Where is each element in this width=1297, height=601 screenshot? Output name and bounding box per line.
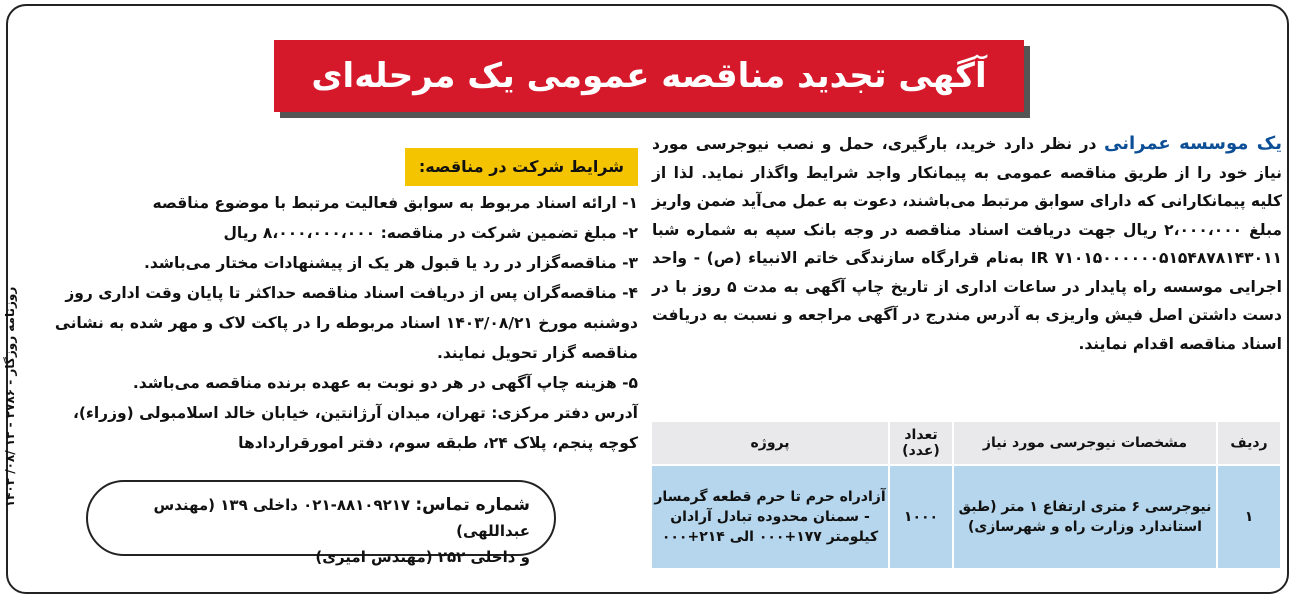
cell-row-number: ۱: [1217, 465, 1281, 569]
spec-table: [650, 420, 1282, 570]
contact-box: [86, 480, 556, 566]
cell-spec: نیوجرسی ۶ متری ارتفاع ۱ متر (طبق استاندارد وزارت راه و شهرسازی): [953, 465, 1217, 569]
address-label: آدرس دفتر مرکزی:: [491, 404, 638, 422]
table-header-row: [651, 421, 1281, 465]
condition-item: ۳- مناقصه‌گزار در رد یا قبول هر یک از پیشنهادات مختار می‌باشد.: [143, 254, 638, 272]
contact-label: شماره تماس:: [415, 495, 530, 515]
address-text: تهران، میدان آرژانتین، خیابان خالد اسلامبولی (وزراء)، کوچه پنجم، پلاک ۲۴، طبقه سوم، دفتر امورقراردادها: [72, 404, 638, 452]
newspaper-issue-info: روزنامه روزگار - ۲۷۸۶ - ۱۳ /۰۸/ ۱۴۰۳: [3, 286, 17, 508]
condition-item: ۲- مبلغ تضمین شرکت در مناقصه: ۸،۰۰۰،۰۰۰،۰۰۰ ریال: [223, 224, 638, 242]
intro-text: در نظر دارد خرید، بارگیری، حمل و نصب نیوجرسی مورد نیاز خود را از طریق مناقصه عمومی به پیمانکار واجد شرایط واگذار نماید. لذا از کلیه پیمانکارانی که دارای سوابق مرتبط می‌باشند، دعوت به عمل می‌آید ضمن واریز مبلغ ۲،۰۰۰،۰۰۰ ریال جهت دریافت اسناد مناقصه در وجه بانک سپه به شماره شبا IR ۷۱۰۱۵۰۰۰۰۰۰۵۱۵۴۸۷۸۱۴۳۰۱۱ به‌نام قرارگاه سازندگی خاتم الانبیاء (ص) - واحد اجرایی موسسه راه پایدار در ساعات اداری از تاریخ چاپ آگهی به مدت ۵ روز با در دست داشتن اصل فیش واریزی به آدرس مندرج در آگهی مراجعه و نسبت به دریافت اسناد مناقصه اقدام نمایند.: [652, 135, 1282, 353]
condition-item: ۵- هزینه چاپ آگهی در هر دو نوبت به عهده برنده مناقصه می‌باشد.: [132, 374, 638, 392]
title-banner: [274, 40, 1024, 112]
condition-item: ۴- مناقصه‌گران پس از دریافت اسناد مناقصه حداکثر تا پایان وقت اداری روز دوشنبه مورخ ۱۴۰۳/۰۸/۲۱ اسناد مربوطه را در پاکت لاک و مهر شده به نشانی مناقصه گزار تحویل نمایند.: [54, 284, 638, 362]
condition-item: ۱- ارائه اسناد مربوط به سوابق فعالیت مرتبط با موضوع مناقصه: [152, 194, 638, 212]
cell-project: آزادراه حرم تا حرم قطعه گرمسار - سمنان محدوده تبادل آرادان کیلومتر ۱۷۷+۰۰۰ الی ۲۱۴+۰۰۰: [651, 465, 889, 569]
table-row: [651, 465, 1281, 569]
conditions-list: [30, 188, 638, 398]
header-project: پروژه: [651, 421, 889, 465]
conditions-heading: شرایط شرکت در مناقصه:: [405, 148, 638, 186]
contact-line-2: و داخلی ۲۵۲ (مهندس امیری): [315, 548, 530, 566]
intro-paragraph: [652, 130, 1282, 358]
cell-quantity: ۱۰۰۰: [889, 465, 953, 569]
header-quantity: تعداد (عدد): [889, 421, 953, 465]
conditions-section: [30, 148, 638, 458]
organization-name: یک موسسه عمرانی: [1104, 133, 1282, 154]
header-spec: مشخصات نیوجرسی مورد نیاز: [953, 421, 1217, 465]
head-office-address: [30, 398, 638, 458]
contact-line-1: ۸۸۱۰۹۲۱۷-۰۲۱ داخلی ۱۳۹ (مهندس عبداللهی): [153, 496, 530, 540]
header-row-number: ردیف: [1217, 421, 1281, 465]
newspaper-side-strip: [0, 240, 22, 570]
ad-title: آگهی تجدید مناقصه عمومی یک مرحله‌ای: [311, 56, 987, 96]
